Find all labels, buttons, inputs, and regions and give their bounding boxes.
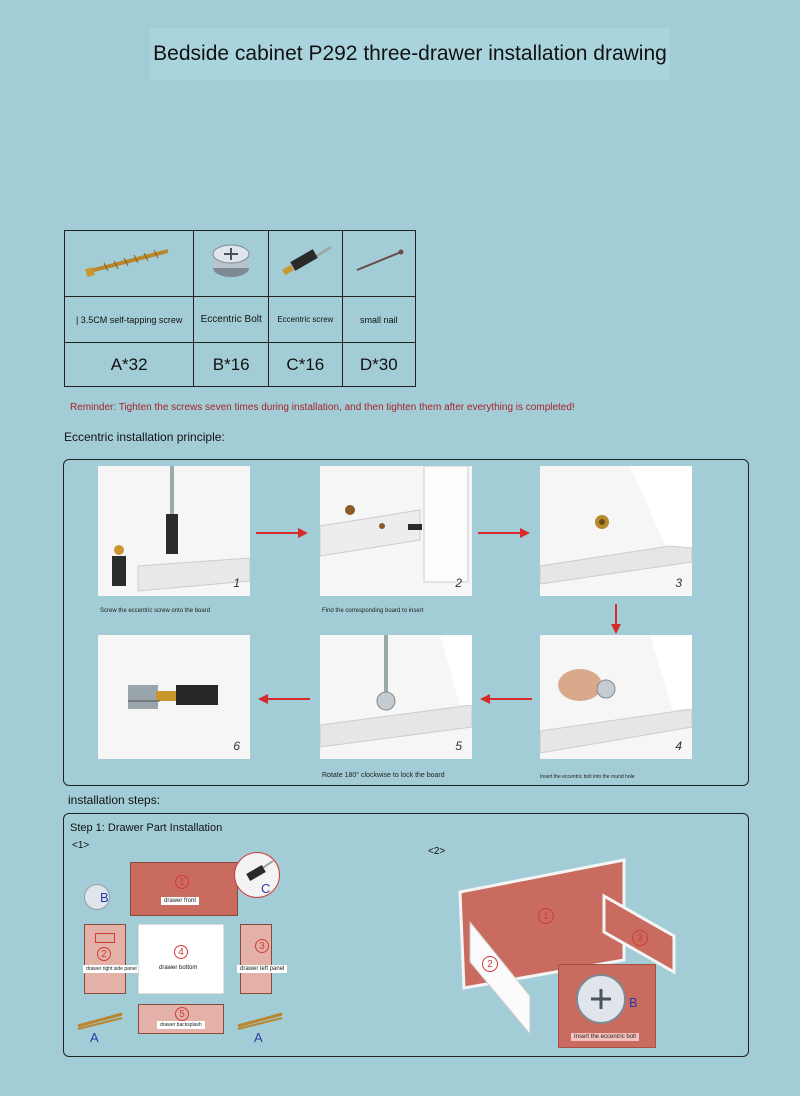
step-number: 2 [455,576,462,590]
steps-heading: installation steps: [68,793,161,807]
step-number: 4 [675,739,682,753]
step1-title: Step 1: Drawer Part Installation [70,822,223,834]
part-number: 1 [538,908,554,924]
arrow-left-icon [256,692,312,706]
letter-c: C [261,881,271,896]
step-caption: Find the corresponding board to insert [322,608,424,614]
part-label: small nail [342,297,415,343]
drawer-front-panel [130,862,238,916]
step1-sub1: <1> [72,840,90,851]
eccentric-screw-icon [235,853,279,897]
drawer-backsplash-panel [138,1004,224,1034]
letter-b: B [100,890,109,905]
step-photo-6 [98,635,250,759]
step-number: 3 [675,576,682,590]
step-number: 6 [233,739,240,753]
bolt-inset [558,964,656,1048]
step-number: 5 [455,739,462,753]
self-tapping-screw-icon [84,243,174,279]
letter-a: A [90,1030,99,1045]
part-label: drawer left panel [237,965,287,973]
step1-box [63,813,749,1057]
part-number: 2 [97,947,111,961]
part-number: 4 [174,945,188,959]
step-number: 1 [233,576,240,590]
drawer-bottom-panel [138,924,224,994]
drawer-right-side-panel [84,924,137,994]
arrow-down-icon [609,602,623,636]
drawer-left-panel [240,924,285,994]
principle-heading: Eccentric installation principle: [64,430,225,444]
self-tapping-screw-icon [236,1010,286,1030]
part-number: 3 [632,930,648,946]
eccentric-bolt-icon [559,965,655,1035]
part-quantity: A*32 [65,343,194,387]
bolt-hole-marker [95,933,115,943]
eccentric-bolt-icon [206,236,256,286]
step1-sub2: <2> [428,846,446,857]
self-tapping-screw-icon [76,1010,126,1030]
eccentric-screw-icon [275,241,335,281]
part-number: 5 [175,1007,189,1021]
step-photo-1 [98,466,250,596]
step-photo-5 [320,635,472,759]
parts-image-cell [269,231,342,297]
reminder-text: Reminder: Tighten the screws seven times during installation, and then tighten them after everything is completed! [70,402,575,413]
step-photo-2 [320,466,472,596]
parts-table [64,230,416,387]
arrow-right-icon [254,526,310,540]
part-label: Eccentric Bolt [194,297,269,343]
part-label: drawer right side panel [83,965,140,973]
arrow-right-icon [476,526,532,540]
inset-caption: Insert the eccentric bolt [571,1033,639,1041]
part-number: 1 [175,875,189,889]
part-label: | 3.5CM self-tapping screw [65,297,194,343]
part-label: Eccentric screw [269,297,342,343]
part-label: drawer backsplash [157,1021,205,1029]
part-number: 3 [255,939,269,953]
parts-image-cell [194,231,269,297]
page-title: Bedside cabinet P292 three-drawer installation drawing [150,28,670,80]
letter-b: B [629,995,638,1010]
part-quantity: D*30 [342,343,415,387]
step-photo-3 [540,466,692,596]
part-label: drawer bottom [159,965,198,971]
part-number: 2 [482,956,498,972]
parts-image-cell [342,231,415,297]
eccentric-screw-callout [234,852,280,898]
parts-image-cell [65,231,194,297]
step-caption: Insert the eccentric bolt into the round hole [540,774,635,780]
principle-box [63,459,749,786]
part-quantity: C*16 [269,343,342,387]
step-caption: Rotate 180° clockwise to lock the board [322,772,445,779]
step-photo-4 [540,635,692,759]
arrow-left-icon [478,692,534,706]
part-label: drawer front [161,897,199,905]
step-caption: Screw the eccentric screw onto the board [100,608,211,614]
part-quantity: B*16 [194,343,269,387]
small-nail-icon [349,246,409,276]
letter-a: A [254,1030,263,1045]
